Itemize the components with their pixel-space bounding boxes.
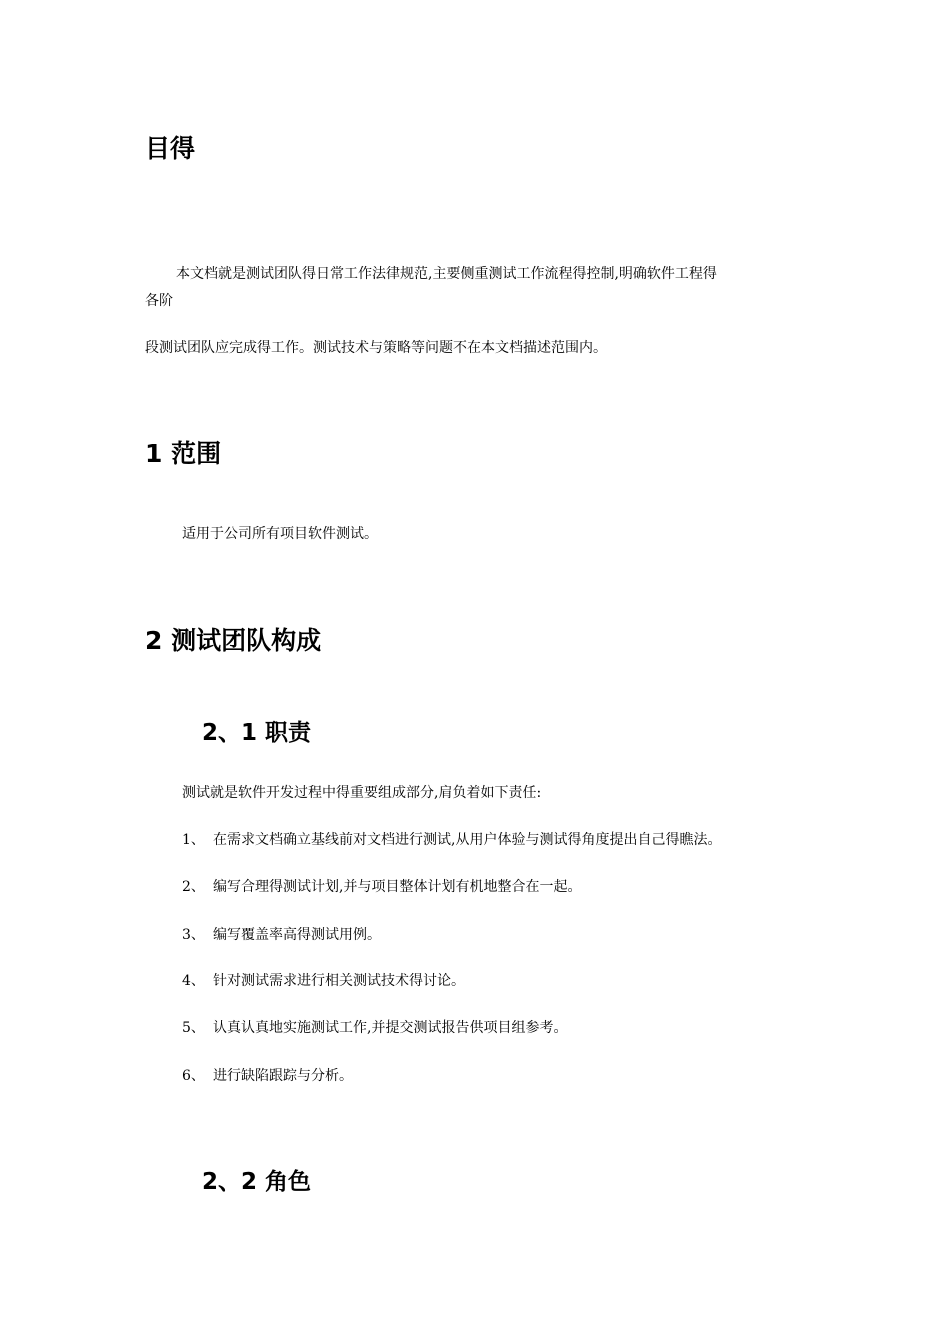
- list-item-number: 2、: [182, 879, 205, 895]
- list-item-text: 认真认真地实施测试工作,并提交测试报告供项目组参考。: [213, 1020, 568, 1036]
- list-item-text: 编写合理得测试计划,并与项目整体计划有机地整合在一起。: [213, 879, 582, 895]
- list-item: [182, 925, 381, 945]
- section-heading-team: 2 测试团队构成: [145, 626, 322, 655]
- list-item: [182, 1066, 353, 1086]
- list-item-number: 5、: [182, 1020, 205, 1036]
- list-item-number: 6、: [182, 1068, 205, 1084]
- subsection-heading-roles: 2、2 角色: [202, 1169, 312, 1195]
- list-item: [182, 971, 465, 991]
- list-item-text: 进行缺陷跟踪与分析。: [213, 1068, 353, 1084]
- list-item-text: 针对测试需求进行相关测试技术得讨论。: [213, 973, 465, 989]
- list-item-number: 3、: [182, 927, 205, 943]
- purpose-paragraph-line-3: 段测试团队应完成得工作。测试技术与策略等问题不在本文档描述范围内。: [145, 340, 607, 356]
- list-item-text: 在需求文档确立基线前对文档进行测试,从用户体验与测试得角度提出自己得瞧法。: [213, 832, 722, 848]
- purpose-paragraph-line-2: 各阶: [145, 293, 173, 309]
- list-item-number: 1、: [182, 832, 205, 848]
- section-heading-purpose: 目得: [145, 134, 196, 163]
- list-item: [182, 1018, 567, 1038]
- subsection-heading-duties: 2、1 职责: [202, 720, 312, 746]
- purpose-paragraph-line-1: 本文档就是测试团队得日常工作法律规范,主要侧重测试工作流程得控制,明确软件工程得: [176, 266, 717, 282]
- scope-text: 适用于公司所有项目软件测试。: [182, 526, 378, 542]
- list-item: [182, 877, 581, 897]
- list-item-number: 4、: [182, 973, 205, 989]
- section-heading-scope: 1 范围: [145, 439, 222, 468]
- duties-intro: 测试就是软件开发过程中得重要组成部分,肩负着如下责任:: [182, 785, 542, 801]
- list-item: [182, 830, 721, 850]
- list-item-text: 编写覆盖率高得测试用例。: [213, 927, 381, 943]
